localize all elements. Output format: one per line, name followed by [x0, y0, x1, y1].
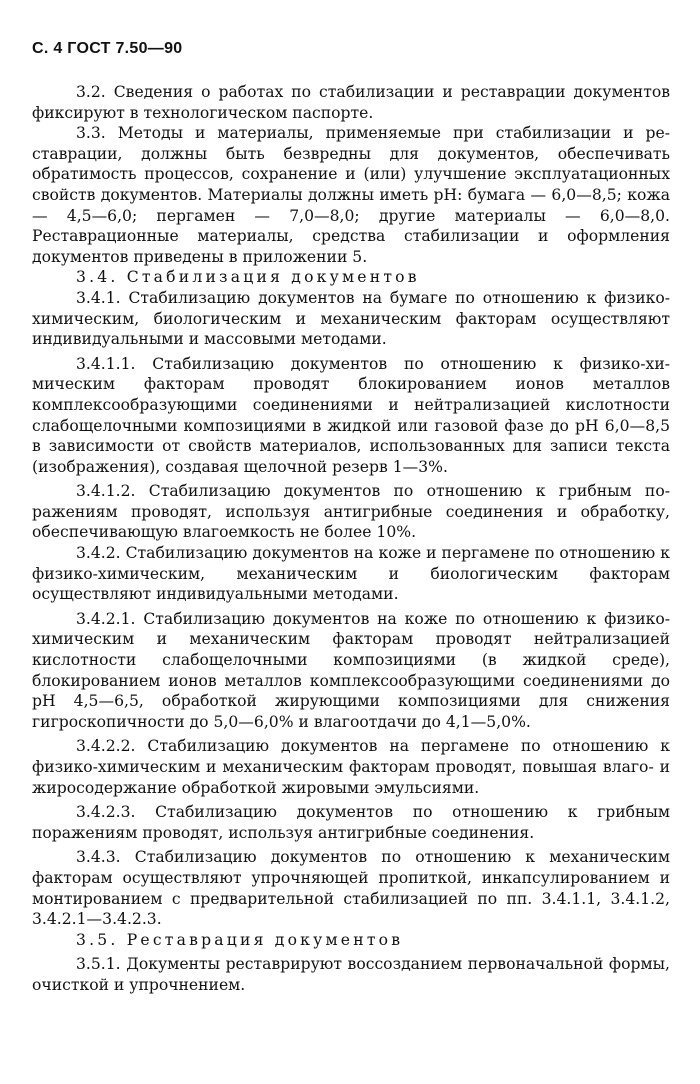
paragraph-3-4-2-3: 3.4.2.3. Стабилизацию документов по отношению к грибным поражениям проводят, используя антигрибные соединения. [32, 803, 670, 842]
section-heading-restoration: 3.5. Реставрация документов [76, 930, 404, 949]
paragraph-3-4-2: 3.4.2. Стабилизацию документов на коже и пергамене по отношению к физико-химическим, механическим и биологическим факторам осуществляют индивидуальными методами. [32, 544, 670, 604]
paragraph-3-5-1: 3.5.1. Документы реставрируют воссозданием первоначальной формы, очисткой и упрочнением. [32, 955, 670, 994]
paragraph-3-4-3: 3.4.3. Стабилизацию документов по отношению к механическим факторам осуществляют упрочняющей пропиткой, инкапсулированием и монтированием с предварительной стабилизацией по пп. 3.4.1.1, 3.4.1.2, 3.4.2.1—3.4.2.3. [32, 848, 670, 929]
paragraph-3-4-1: 3.4.1. Стабилизацию документов на бумаге по отношению к физико-химическим, биологическим и механическим факторам осуществляют индивидуальными и массовыми методами. [32, 288, 670, 349]
paragraph-3-4-1-1: 3.4.1.1. Стабилизацию документов по отношению к физико-химическим факторам проводят блокированием ионов металлов комплексообразующими соединениями и нейтрализацией кислотности слабощелочными композициями в жидкой или газовой фазе до pH 6,0—8,5 в зависимости от свойств материалов, использованных для записи текста (изображения), создавая щелочной резерв 1—3%. [32, 354, 670, 476]
body-text [32, 82, 670, 996]
paragraph-3-4-1-2: 3.4.1.2. Стабилизацию документов по отношению к грибным поражениям проводят, используя антигрибные соединения и обработку, обеспечивающую влагоемкость не более 10%. [32, 482, 670, 542]
paragraph-3-2: 3.2. Сведения о работах по стабилизации и реставрации документов фиксируют в технологическом паспорте. [32, 83, 670, 122]
page-header: С. 4 ГОСТ 7.50—90 [32, 40, 183, 57]
paragraph-3-3: 3.3. Методы и материалы, применяемые при стабилизации и реставрации, должны быть безвредны для документов, обеспечивать обратимость процессов, сохранение и (или) улучшение эксплуатационных свойств документов. Материалы должны иметь pH: бумага — 6,0—8,5; кожа — 4,5—6,0; пергамен — 7,0—8,0; другие материалы — 6,0—8,0. Реставрационные материалы, средства стабилизации и оформления документов приведены в приложении 5. [32, 124, 670, 266]
paragraph-3-4-2-2: 3.4.2.2. Стабилизацию документов на пергамене по отношению к физико-химическим и механическим факторам проводят, повышая влаго- и жиросодержание обработкой жировыми эмульсиями. [32, 737, 670, 797]
paragraph-3-4-2-1: 3.4.2.1. Стабилизацию документов на коже по отношению к физико-химическим и механическим факторам проводят нейтрализацией кислотности слабощелочными композициями (в жидкой среде), блокированием ионов металлов комплексообразующими соединениями до pH 4,5—6,5, обработкой жирующими композициями для снижения гигроскопичности до 5,0—6,0% и влагоотдачи до 4,1—5,0%. [32, 609, 670, 731]
section-heading-stabilization: 3.4. Стабилизация документов [76, 268, 420, 287]
